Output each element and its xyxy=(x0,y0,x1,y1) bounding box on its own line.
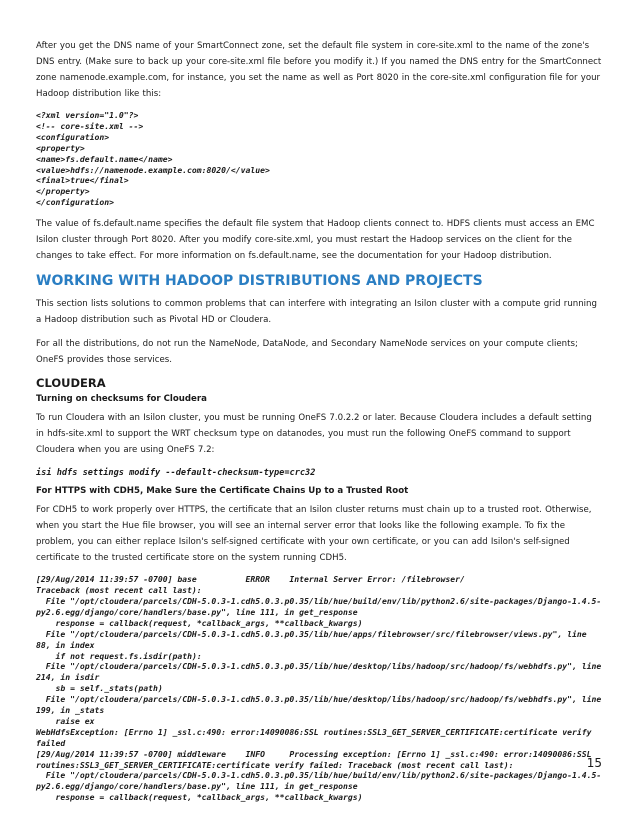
checksums-heading: Turning on checksums for Cloudera xyxy=(36,394,207,405)
error-log-code: [29/Aug/2014 11:39:57 -0700] base ERROR Internal Server Error: /filebrowser/ Traceback (most recent call last): File "/opt/cloudera/parcels/CDH-5.0.3-1.cdh5.0.3.p0.35/lib/hue/build/env/lib/python2.6/site-packages/Django-1.4.5-py2.6.egg/django/core/handlers/base.py", line 111, in get_response response = callback(request, *callback_args, **callback_kwargs) File "/opt/cloudera/parcels/CDH-5.0.3-1.cdh5.0.3.p0.35/lib/hue/apps/filebrowser/src/filebrowser/views.py", line 88, in index if not request.fs.isdir(path): File "/opt/cloudera/parcels/CDH-5.0.3-1.cdh5.0.3.p0.35/lib/hue/desktop/libs/hadoop/src/hadoop/fs/webhdfs.py", line 214, in isdir sb = self._stats(path) File "/opt/cloudera/parcels/CDH-5.0.3-1.cdh5.0.3.p0.35/lib/hue/desktop/libs/hadoop/src/hadoop/fs/webhdfs.py", line 199, in _stats raise ex WebHdfsException: [Errno 1] _ssl.c:490: error:14090086:SSL routines:SSL3_GET_SERVER_CERTIFICATE:certificate verify failed [29/Aug/2014 11:39:57 -0700] middleware INFO Processing exception: [Errno 1] _ssl.c:490: error:14090086:SSL routines:SSL3_GET_SERVER_CERTIFICATE:certificate verify failed: Traceback (most recent call last): File "/opt/cloudera/parcels/CDH-5.0.3-1.cdh5.0.3.p0.35/lib/hue/build/env/lib/python2.6/site-packages/Django-1.4.5-py2.6.egg/django/core/handlers/base.py", line 111, in get_response response = callback(request, *callback_args, **callback_kwargs) xyxy=(36,574,602,803)
checksum-command: isi hdfs settings modify --default-checksum-type=crc32 xyxy=(36,468,316,479)
https-heading: For HTTPS with CDH5, Make Sure the Certificate Chains Up to a Trusted Root xyxy=(36,486,409,497)
checksums-paragraph: To run Cloudera with an Isilon cluster, you must be running OneFS 7.0.2.2 or later. Because Cloudera includes a default setting in hdfs-site.xml to support the WRT checksum type on datanodes, you must run the following OneFS command to support Cloudera when you are using OneFS 7.2: xyxy=(36,413,592,456)
section-intro-paragraph: This section lists solutions to common problems that can interfere with integrating an Isilon cluster with a compute grid running a Hadoop distribution such as Pivotal HD or Cloudera. xyxy=(36,299,597,326)
https-paragraph: For CDH5 to work properly over HTTPS, the certificate that an Isilon cluster returns must chain up to a trusted root. Otherwise, when you start the Hue file browser, you will see an internal server error that looks like the following example. To fix the problem, you can either replace Isilon's self-signed certificate with your own certificate, or you can add Isilon's self-signed certificate to the trusted certificate store on the system running CDH5. xyxy=(36,505,592,564)
intro-paragraph: After you get the DNS name of your SmartConnect zone, set the default file system in core-site.xml to the name of the zone's DNS entry. (Make sure to back up your core-site.xml file before you modify it.) If you named the DNS entry for the SmartConnect zone namenode.example.com, for instance, you set the name as well as Port 8020 in the core-site.xml configuration file for your Hadoop distribution like this: xyxy=(36,41,602,99)
fs-default-paragraph: The value of fs.default.name specifies the default file system that Hadoop clients connect to. HDFS clients must access an EMC Isilon cluster through Port 8020. After you modify core-site.xml, you must restart the Hadoop services on the client for the changes to take effect. For more information on fs.default.name, see the documentation for your Hadoop distribution. xyxy=(36,219,595,262)
core-site-xml-code: <?xml version="1.0"?> <!-- core-site.xml --> <configuration> <property> <name>fs.default.name</name> <value>hdfs://namenode.example.com:8020/</value> <final>true</final> </property> </configuration> xyxy=(36,110,270,208)
cloudera-heading: CLOUDERA xyxy=(36,376,106,391)
section-heading: WORKING WITH HADOOP DISTRIBUTIONS AND PROJECTS xyxy=(36,273,483,290)
all-distributions-paragraph: For all the distributions, do not run the NameNode, DataNode, and Secondary NameNode services on your compute clients; OneFS provides those services. xyxy=(36,339,578,366)
document-page xyxy=(36,38,602,811)
page-number: 15 xyxy=(586,756,602,770)
